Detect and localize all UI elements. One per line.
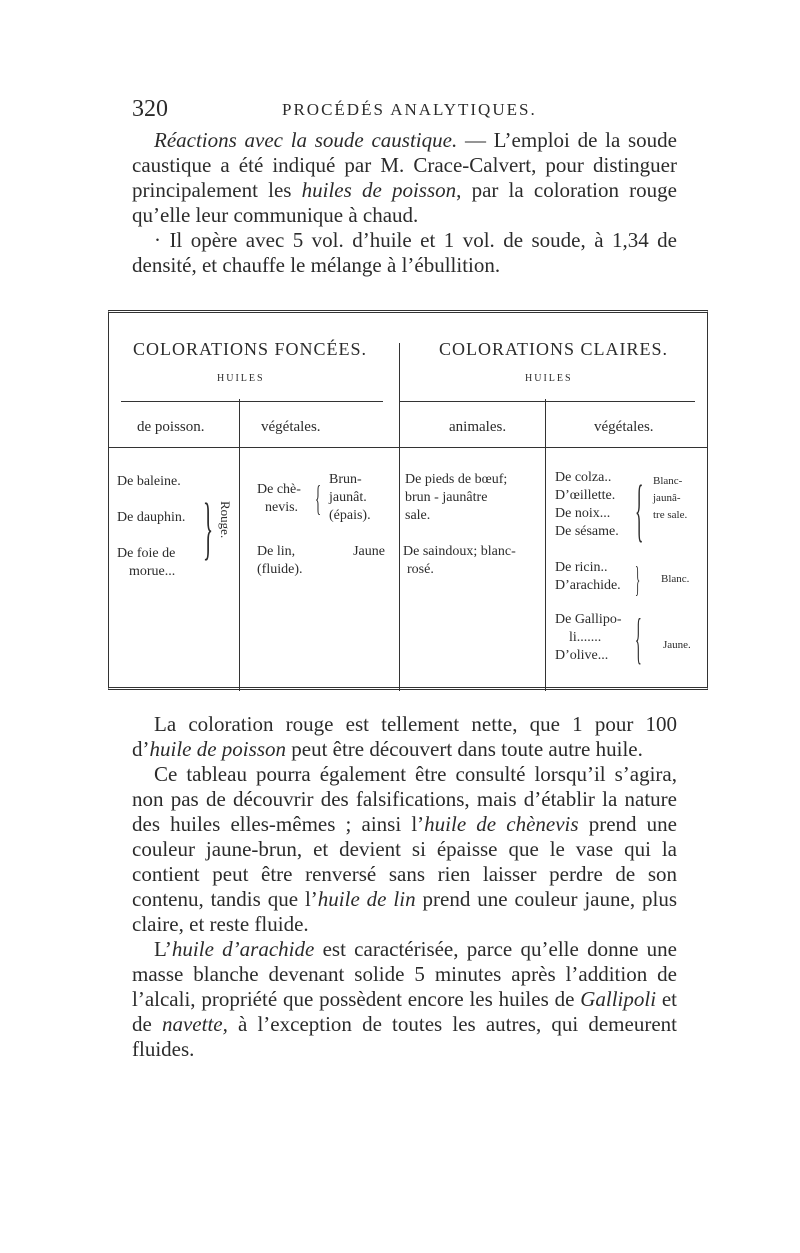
poisson-color: Rouge. bbox=[218, 501, 233, 539]
list-item: De dauphin. bbox=[117, 510, 186, 525]
veg-light-group-1-color bbox=[653, 473, 687, 524]
text-run: prend une couleur jaune, plus claire, et reste fluide. bbox=[132, 887, 677, 936]
list-item: De colza.. bbox=[555, 470, 612, 485]
list-item: De Gallipo- bbox=[555, 612, 622, 627]
veg-dark-row-2 bbox=[257, 543, 385, 579]
text-line: sale. bbox=[405, 508, 431, 523]
italic-term: navette, bbox=[161, 1012, 228, 1036]
animal-row-2 bbox=[403, 543, 516, 579]
text-line: (épais). bbox=[329, 508, 371, 523]
body-paragraph-3 bbox=[132, 937, 677, 1062]
list-item: D’arachide. bbox=[555, 578, 621, 593]
column-rule-3 bbox=[545, 399, 546, 691]
list-item: D’olive... bbox=[555, 648, 609, 663]
poisson-list bbox=[117, 473, 185, 581]
veg-light-group-1 bbox=[555, 469, 619, 541]
column-header-animales: animales. bbox=[449, 419, 507, 435]
text-run: est caractérisée, parce qu’elle donne une masse blanche devenant solide 5 minutes après l’addition de l’alcali, propriété que possèdent encore les huiles de bbox=[132, 937, 677, 1011]
header-brace-line-light bbox=[399, 401, 695, 402]
body-paragraph-1 bbox=[132, 712, 677, 762]
veg-light-group-2 bbox=[555, 559, 621, 595]
list-item: De noix... bbox=[555, 506, 611, 521]
text-run: Ce tableau pourra également être consulté lorsqu’il s’agira, non pas de découvrir des falsifications, mais d’établir la nature des huiles elles-mêmes ; ainsi l’ bbox=[132, 762, 677, 836]
text-line: De pieds de bœuf; bbox=[405, 472, 508, 487]
column-header-poisson: de poisson. bbox=[137, 419, 205, 435]
text-run: à l’exception de toutes les autres, qui demeurent fluides. bbox=[132, 1012, 677, 1061]
text-line: Brun- bbox=[329, 472, 362, 487]
list-item: De foie de bbox=[117, 546, 176, 561]
huiles-label-light: HUILES bbox=[525, 373, 573, 384]
veg-light-group-3 bbox=[555, 611, 621, 665]
text-run: peut être découvert dans toute autre huile. bbox=[286, 737, 643, 761]
text-line: rosé. bbox=[407, 562, 434, 577]
italic-term: huile de lin bbox=[317, 887, 416, 911]
list-item: De baleine. bbox=[117, 474, 181, 489]
page-number: 320 bbox=[132, 96, 168, 122]
body-paragraph-2 bbox=[132, 762, 677, 937]
running-title: PROCÉDÉS ANALYTIQUES. bbox=[282, 100, 537, 119]
page-header bbox=[132, 96, 677, 126]
column-rule-2 bbox=[399, 343, 400, 691]
italic-term: huile d’arachide bbox=[171, 937, 315, 961]
animal-row-1 bbox=[405, 471, 507, 525]
text-run: L’ bbox=[154, 937, 172, 961]
veg-light-group-3-color: Jaune. bbox=[663, 639, 691, 651]
column-header-vegetales-dark: végétales. bbox=[261, 419, 321, 435]
text-line: jaunât. bbox=[329, 490, 367, 505]
text-line: Jaune bbox=[353, 544, 385, 559]
italic-term: Gallipoli bbox=[580, 987, 657, 1011]
text-line: nevis. bbox=[265, 500, 299, 515]
text-line: brun - jaunâtre bbox=[405, 490, 488, 505]
italic-term: huile de chènevis bbox=[424, 812, 579, 836]
brace-icon: { bbox=[315, 478, 322, 518]
list-item: li....... bbox=[569, 630, 602, 645]
section-heading-italic: Réactions avec la soude caustique. bbox=[154, 128, 458, 152]
text-line: De lin, bbox=[257, 544, 296, 559]
veg-dark-row-1-color bbox=[329, 471, 371, 525]
list-item: De sésame. bbox=[555, 524, 619, 539]
group-header-dark: COLORATIONS FONCÉES. bbox=[133, 339, 368, 359]
header-rule bbox=[109, 447, 707, 448]
intro-paragraph-2: · Il opère avec 5 vol. d’huile et 1 vol. de soude, à 1,34 de densité, et chauffe le mélange à l’ébullition. bbox=[132, 228, 677, 277]
header-brace-line-dark bbox=[121, 401, 383, 402]
intro-text-run: — L’emploi de la soude caustique a été indiqué par M. Crace-Calvert, pour distinguer principalement les bbox=[132, 128, 677, 202]
list-item: De ricin.. bbox=[555, 560, 608, 575]
text-run: et de bbox=[132, 987, 678, 1036]
text-line: (fluide). bbox=[257, 562, 303, 577]
list-item: morue... bbox=[129, 564, 176, 579]
brace-icon: { bbox=[635, 472, 644, 549]
text-line: De chè- bbox=[257, 482, 301, 497]
intro-paragraph-1 bbox=[132, 128, 677, 228]
veg-light-group-2-color: Blanc. bbox=[661, 573, 690, 585]
brace-icon: { bbox=[635, 608, 642, 670]
column-rule-1 bbox=[239, 399, 240, 691]
brace-icon: } bbox=[635, 559, 641, 599]
veg-dark-row-1-name bbox=[257, 481, 301, 517]
text-run: prend une couleur jaune-brun, et devient si épaisse que le vase qui la contient peut être renversé sans rien laisser perdre de son contenu, tandis que l’ bbox=[132, 812, 677, 911]
huiles-label-dark: HUILES bbox=[217, 373, 265, 384]
right-brace-icon: } bbox=[203, 490, 214, 567]
text-line: Blanc- bbox=[653, 475, 683, 487]
list-item: D’œillette. bbox=[555, 488, 616, 503]
text-line: jaunâ- bbox=[653, 492, 681, 504]
group-header-light: COLORATIONS CLAIRES. bbox=[439, 339, 669, 359]
intro-text bbox=[132, 128, 677, 278]
italic-term: huiles de poisson bbox=[301, 178, 457, 202]
coloration-table bbox=[108, 310, 708, 690]
text-run: La coloration rouge est tellement nette, que 1 pour 100 d’ bbox=[132, 712, 677, 761]
body-text bbox=[132, 712, 677, 1062]
text-line: tre sale. bbox=[653, 509, 688, 521]
italic-term: huile de poisson bbox=[149, 737, 286, 761]
column-header-vegetales-light: végétales. bbox=[594, 419, 654, 435]
intro-text-run: , par la coloration rouge qu’elle leur communique à chaud. bbox=[132, 178, 677, 227]
text-line: De saindoux; blanc- bbox=[403, 544, 516, 559]
